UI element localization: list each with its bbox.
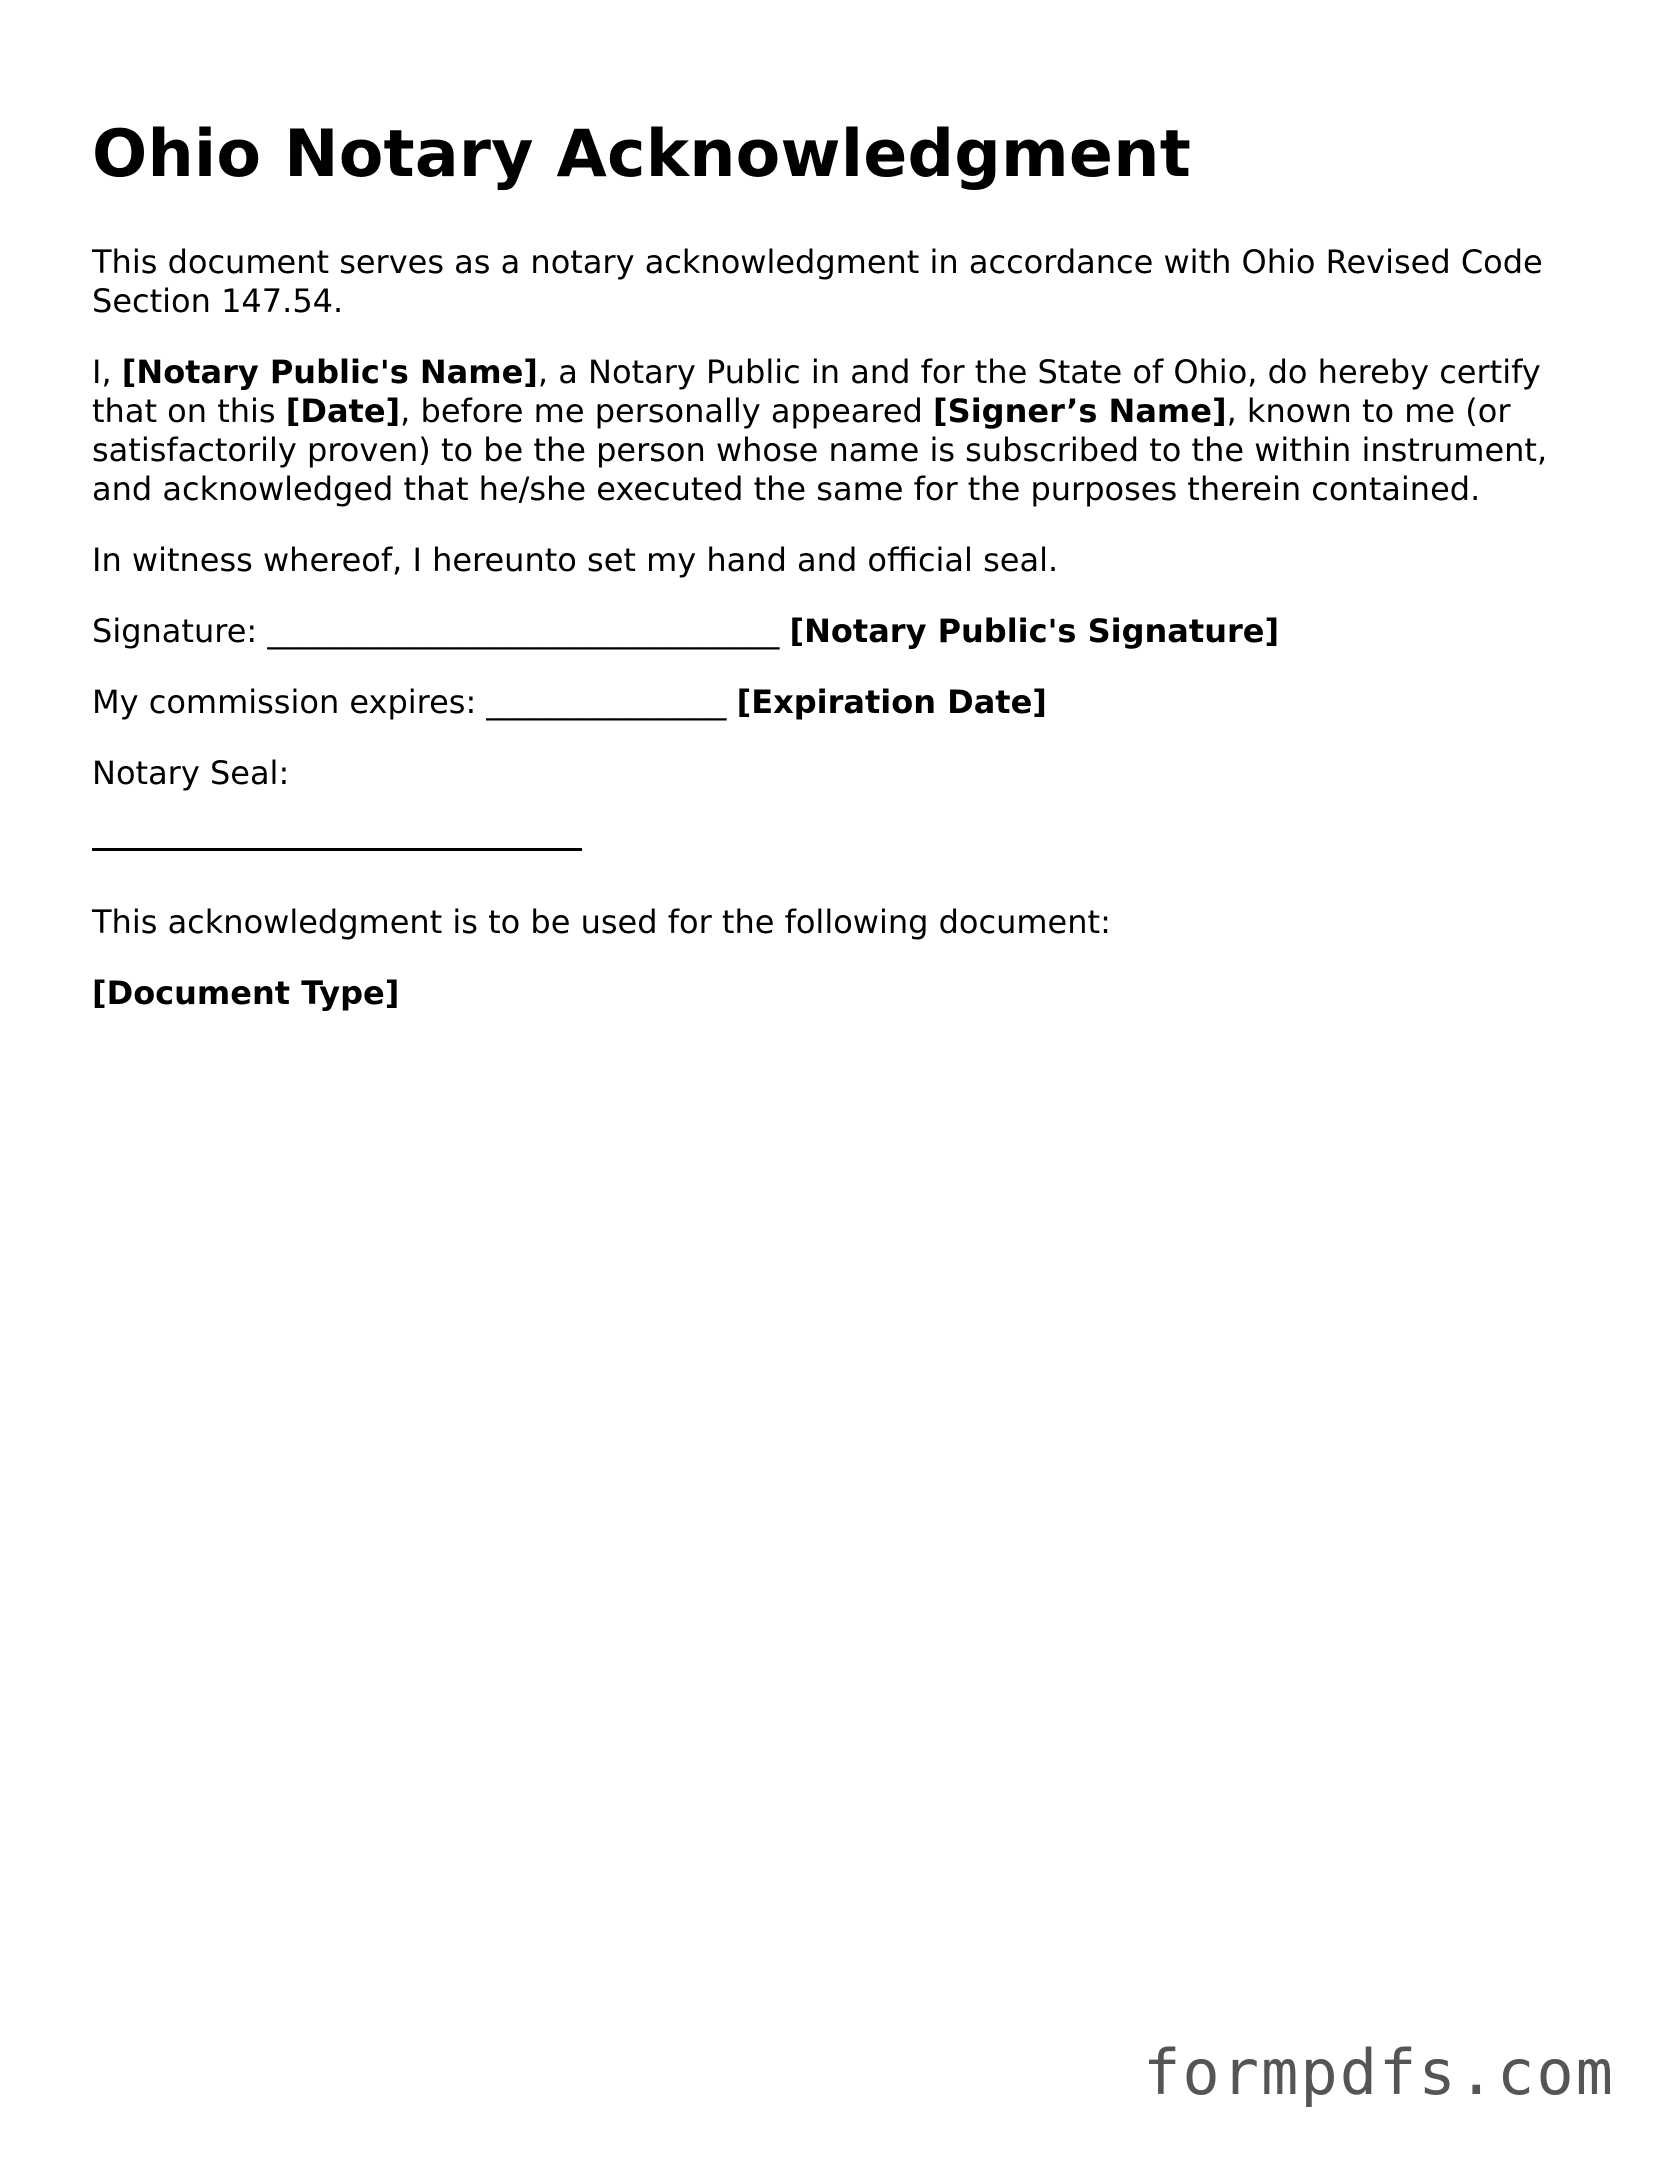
- signature-placeholder: [Notary Public's Signature]: [789, 611, 1280, 650]
- cert-prefix: I,: [92, 352, 122, 391]
- seal-signature-line: [92, 848, 582, 851]
- signature-line: [92, 612, 1592, 651]
- notary-name-placeholder: [Notary Public's Name]: [121, 352, 538, 391]
- document-type-text: [Document Type]: [92, 973, 400, 1012]
- commission-blank: _______________: [486, 682, 727, 721]
- witness-paragraph: In witness whereof, I hereunto set my hand and official seal.: [92, 540, 1059, 579]
- usage-paragraph: This acknowledgment is to be used for the following document:: [92, 902, 1111, 941]
- cert-text-3: , before me personally appeared: [400, 391, 934, 430]
- certification-paragraph: [92, 353, 1592, 509]
- watermark-text: formpdfs.com: [1143, 2036, 1615, 2109]
- cert-text-4: , known to me (or satisfactorily proven) to be the person whose name is subscribed to the within instrument, and acknowledged that he/she executed the same for the purposes therein contained.: [92, 391, 1548, 508]
- notary-seal-label: Notary Seal:: [92, 753, 290, 792]
- document-page: [92, 118, 1592, 1045]
- cert-text-2: , a Notary Public in and for the State of Ohio, do hereby certify that on this: [92, 352, 1541, 430]
- signer-name-placeholder: [Signer’s Name]: [933, 391, 1227, 430]
- commission-line: [92, 683, 1592, 722]
- signature-blank: ________________________________: [267, 611, 780, 650]
- date-placeholder: [Date]: [285, 391, 401, 430]
- intro-paragraph: This document serves as a notary acknowledgment in accordance with Ohio Revised Code Section 147.54.: [92, 242, 1543, 320]
- document-title: Ohio Notary Acknowledgment: [92, 117, 1191, 192]
- commission-label: My commission expires:: [92, 682, 487, 721]
- document-type-placeholder: [92, 974, 1592, 1013]
- signature-label: Signature:: [92, 611, 268, 650]
- expiration-date-placeholder: [Expiration Date]: [736, 682, 1047, 721]
